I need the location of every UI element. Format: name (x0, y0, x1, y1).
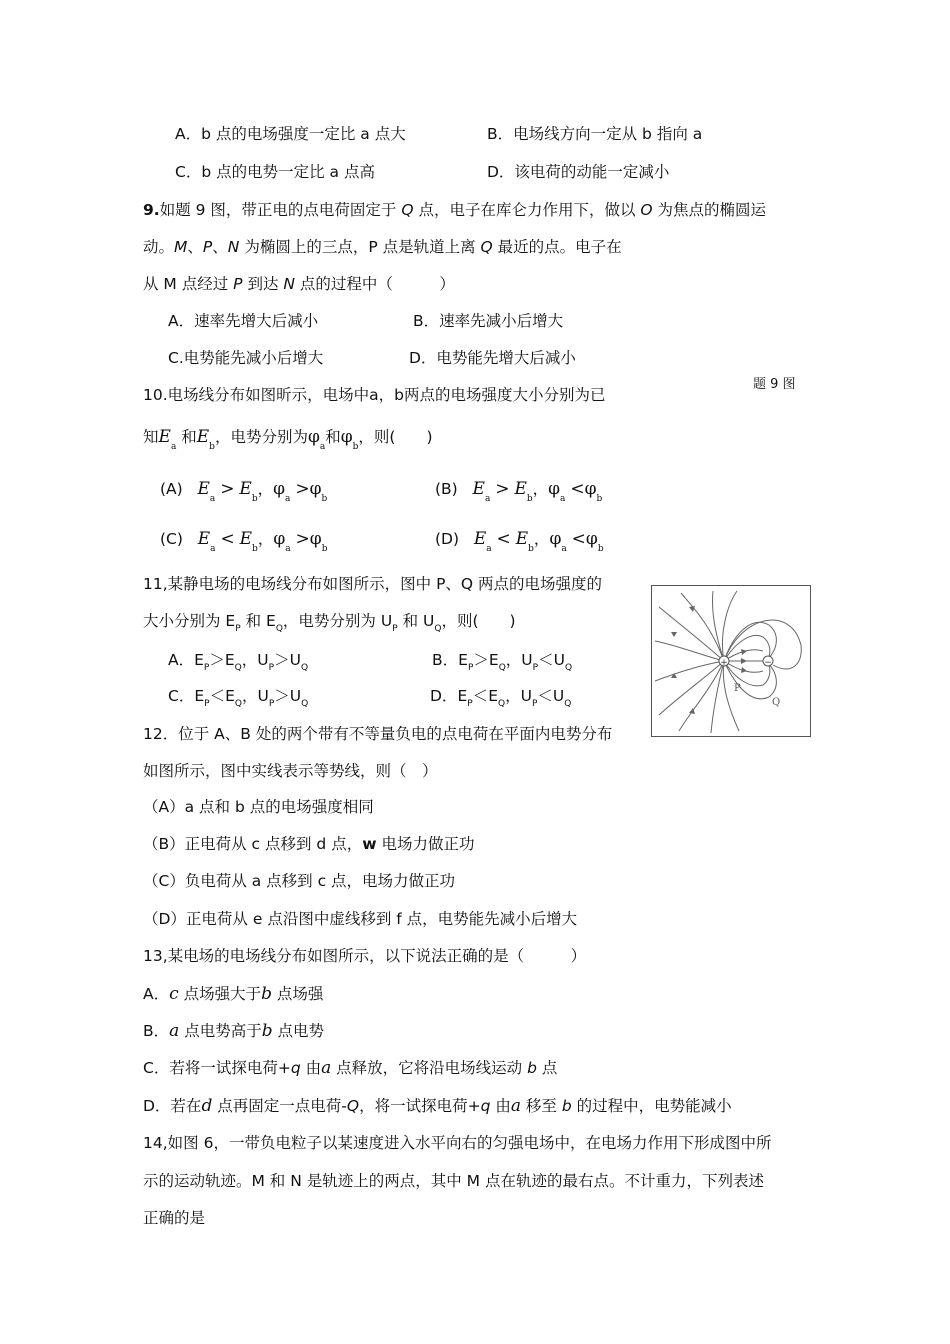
q11-stem-line1: 11,某静电场的电场线分布如图所示，图中 P、Q 两点的电场强度的 (143, 575, 603, 593)
q13-option-c: C．若将一试探电荷+q 由a 点释放，它将沿电场线运动 b 点 (143, 1058, 558, 1078)
q12-stem-line2: 如图所示，图中实线表示等势线，则（ ） (143, 762, 438, 780)
q9-option-c: C.电势能先减小后增大 (168, 349, 324, 367)
q9-option-a: A．速率先增大后减小 (168, 312, 319, 330)
q12-option-c: （C）负电荷从 a 点移到 c 点，电场力做正功 (143, 872, 456, 890)
q8-option-b: B．电场线方向一定从 b 指向 a (487, 125, 703, 143)
q9-option-d: D．电势能先增大后减小 (409, 349, 576, 367)
q8-option-c: C．b 点的电势一定比 a 点高 (175, 163, 375, 181)
q8-option-d: D．该电荷的动能一定减小 (487, 163, 670, 181)
q13-option-d: D．若在d 点再固定一点电荷-Q，将一试探电荷+q 由a 移至 b 的过程中，电势能减小 (143, 1096, 732, 1116)
q14-stem-line2: 示的运动轨迹。M 和 N 是轨迹上的两点，其中 M 点在轨迹的最右点。不计重力，下列表述 (143, 1172, 764, 1190)
q10-option-a: (A) $E_a > E_b$，$\varphi_a >\varphi_b$ (160, 479, 328, 504)
q11-option-b: B．$E_P>E_Q$，$U_P<U_Q$ (432, 651, 573, 673)
q10-option-d: (D) $E_a < E_b$，$\varphi_a <\varphi_b$ (435, 529, 604, 554)
q9-stem-line1: 9.如题 9 图，带正电的点电荷固定于 Q 点，电子在库仑力作用下，做以 O 为焦点的椭圆运 (143, 201, 767, 219)
q13-option-a: A．c 点场强大于b 点场强 (143, 984, 324, 1004)
q12-stem-line1: 12．位于 A、B 处的两个带有不等量负电的点电荷在平面内电势分布 (143, 725, 613, 743)
q9-stem-line2: 动。M、P、N 为椭圆上的三点，P 点是轨道上离 Q 最近的点。电子在 (143, 238, 622, 256)
q11-option-d: D．$E_P<E_Q$，$U_P<U_Q$ (430, 687, 572, 709)
q11-option-c: C．$E_P<E_Q$，$U_P>U_Q$ (168, 687, 309, 709)
q12-option-b: （B）正电荷从 c 点移到 d 点，w 电场力做正功 (143, 835, 475, 853)
point-q-label: Q (772, 697, 781, 708)
q12-option-a: （A）a 点和 b 点的电场强度相同 (143, 798, 374, 816)
q11-stem-line2: 大小分别为 $E_P$ 和 $E_Q$，电势分别为 $U_P$ 和 $U_Q$，则( ) (143, 612, 516, 634)
point-p-label: P (734, 683, 741, 694)
q10-stem-line1: 10.电场线分布如图昕示，电场中a，b两点的电场强度大小分别为已 (143, 386, 606, 404)
q10-stem-line2: 知$E_a$ 和$E_b$，电势分别为$\varphi_a$和$\varphi_b$，则( ) (143, 427, 433, 452)
q8-option-a: A．b 点的电场强度一定比 a 点大 (175, 125, 406, 143)
field-lines-figure (651, 585, 811, 737)
q10-option-c: (C) $E_a < E_b$，$\varphi_a >\varphi_b$ (160, 529, 328, 554)
q10-option-b: (B) $E_a > E_b$，$\varphi_a <\varphi_b$ (435, 479, 603, 504)
q9-option-b: B．速率先减小后增大 (413, 312, 564, 330)
q14-stem-line1: 14,如图 6，一带负电粒子以某速度进入水平向右的匀强电场中，在电场力作用下形成图中所 (143, 1134, 772, 1152)
q12-option-d: （D）正电荷从 e 点沿图中虚线移到 f 点，电势能先减小后增大 (143, 910, 578, 928)
negative-charge-sign: − (764, 658, 772, 668)
q9-figure-label: 题 9 图 (753, 377, 796, 392)
q11-option-a: A．$E_P>E_Q$，$U_P>U_Q$ (168, 651, 309, 673)
positive-charge-sign: + (720, 658, 728, 668)
q14-stem-line3: 正确的是 (143, 1209, 206, 1227)
q13-stem: 13,某电场的电场线分布如图所示，以下说法正确的是（ ） (143, 947, 587, 965)
q13-option-b: B．a 点电势高于b 点电势 (143, 1021, 325, 1041)
q9-stem-line3: 从 M 点经过 P 到达 N 点的过程中（ ） (143, 275, 455, 293)
